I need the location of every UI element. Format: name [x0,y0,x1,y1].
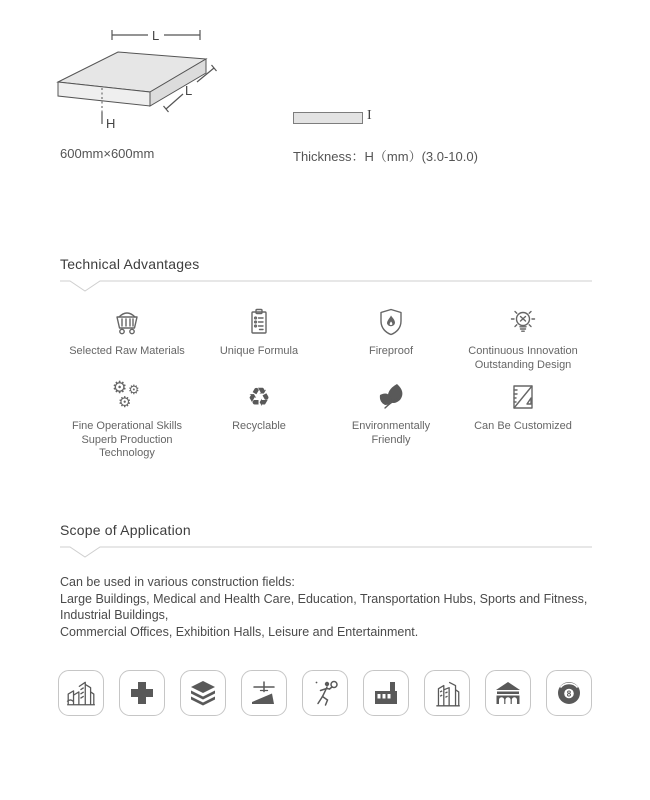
lightbulb-icon [505,303,541,341]
mine-cart-icon [109,303,145,341]
gear-glyph: ⚙ [128,382,140,397]
technical-advantages-row-1 [61,303,589,372]
scope-description [60,574,620,640]
advantage-label: Outstanding Design [474,358,572,371]
thickness-bar [293,112,363,124]
advantage-label: Technology [99,447,155,459]
education-books-icon [180,670,226,716]
gear-glyph: ⚙ [112,378,128,397]
advantage-operational-skills [61,378,193,461]
clipboard-icon [241,303,277,341]
advantage-selected-raw-materials [61,303,193,372]
advantage-unique-formula [193,303,325,372]
fire-shield-icon [373,303,409,341]
recycle-glyph: ♻ [247,382,271,412]
advantage-label: Continuous Innovation [468,345,578,357]
advantage-label: Fireproof [368,345,414,357]
thickness-text: Thickness：H（mm）(3.0-10.0) [293,149,478,164]
advantage-environmentally-friendly [325,378,457,461]
advantage-label: Recyclable [232,420,286,432]
scope-line: Industrial Buildings, [60,608,169,622]
advantage-label: Fine Operational Skills [71,420,183,432]
gears-icon [109,378,145,416]
recycle-icon [247,378,270,416]
large-buildings-icon [58,670,104,716]
commercial-offices-icon [424,670,470,716]
leaves-icon [373,378,409,416]
advantage-label: Environmentally [351,420,431,432]
advantage-can-be-customized [457,378,589,461]
advantage-label: Can Be Customized [474,420,572,432]
medical-cross-icon [119,670,165,716]
scope-line: Large Buildings, Medical and Health Care, Education, Transportation Hubs, Sports and Fitness, [60,591,588,606]
length-label: L [152,28,160,43]
sports-fitness-icon [302,670,348,716]
advantage-fireproof [325,303,457,372]
technical-advantages-title: Technical Advantages [60,256,200,272]
advantage-label: Friendly [371,433,411,446]
advantage-label: Selected Raw Materials [69,345,185,357]
application-icon-row [58,670,592,716]
advantage-continuous-innovation [457,303,589,372]
panel-size-text: 600mm×600mm [60,146,155,161]
scope-divider [60,545,592,565]
height-label: H [106,116,116,131]
scope-line: Can be used in various construction fields: [60,575,295,589]
industrial-factory-icon [363,670,409,716]
panel-dimension-diagram [50,22,260,140]
set-square-icon [505,378,541,416]
scope-of-application-title: Scope of Application [60,522,191,538]
thickness-dimension-mark: I [367,108,372,123]
advantage-label: Unique Formula [219,345,299,357]
advantage-label: Superb Production [81,433,173,446]
exhibition-hall-icon [485,670,531,716]
side-label: L [185,83,193,98]
transportation-hub-icon [241,670,287,716]
technical-divider [60,279,592,299]
scope-line: Commercial Offices, Exhibition Halls, Leisure and Entertainment. [60,624,419,639]
technical-advantages-row-2 [61,378,589,461]
gear-glyph: ⚙ [118,394,132,411]
advantage-recyclable [193,378,325,461]
ball-number: 8 [566,689,572,699]
entertainment-ball-icon [546,670,592,716]
